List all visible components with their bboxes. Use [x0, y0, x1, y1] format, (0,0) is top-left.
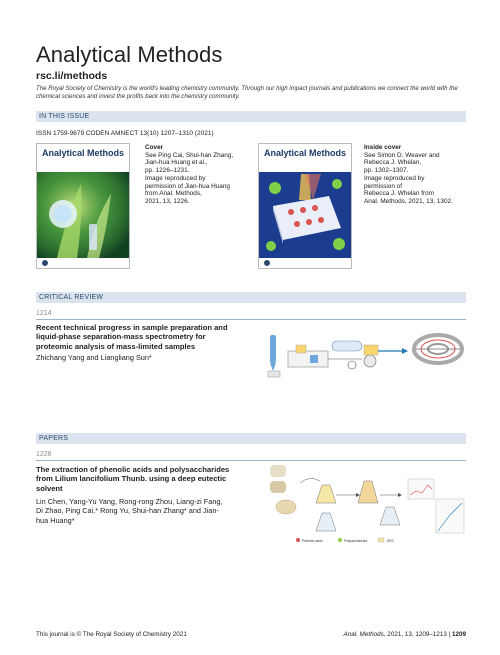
inside-cover-caption [364, 144, 453, 206]
inside-cover-heading: Inside cover [364, 144, 402, 151]
section-header-in-this-issue: IN THIS ISSUE [36, 111, 466, 122]
inside-cover-illustration [259, 144, 351, 268]
footer-journal: Anal. Methods [343, 631, 384, 638]
cover-illustration [37, 144, 129, 268]
cover-line: Rebecca J. Whelan from [364, 190, 434, 198]
cover-line: See Simon D. Weaver and [364, 151, 440, 159]
legend-polysaccharides: Polysaccharides [344, 539, 368, 543]
article-page-number: 1226 [36, 451, 52, 458]
cover-line: Rebecca J. Whelan, [364, 159, 422, 167]
footer-copyright: This journal is © The Royal Society of Chemistry 2021 [36, 631, 187, 638]
graphical-abstract-review [266, 321, 466, 381]
footer-page-number: 1209 [451, 631, 466, 638]
legend-phenolic: Phenolic acids [302, 539, 323, 543]
article-authors [36, 497, 266, 525]
inside-cover-image [258, 143, 352, 269]
cover-title: Analytical Methods [42, 148, 125, 158]
article-title-line: The extraction of phenolic acids and polysaccharides [36, 465, 230, 474]
graphical-abstract-paper [268, 463, 466, 545]
cover-caption [145, 144, 233, 206]
journal-title: Analytical Methods [36, 42, 223, 67]
article-title-line: solvent [36, 483, 63, 493]
cover-image [36, 143, 130, 269]
section-header-critical-review: CRITICAL REVIEW [36, 292, 466, 303]
cover-line: Image reproduced by [145, 174, 206, 182]
divider [36, 319, 466, 320]
cover-line: pp. 1226–1231. [145, 167, 190, 175]
cover-heading: Cover [145, 144, 164, 151]
article-title-line: proteomic analysis of mass-limited samples [36, 341, 196, 351]
article-page-number: 1214 [36, 310, 52, 317]
article-author-line: Lin Chen, Yang-Yu Yang, Rong-rong Zhou, Liang-zi Fang, [36, 497, 223, 506]
cover-line: Jian-hua Huang et al., [145, 159, 208, 167]
footer-citation [344, 631, 466, 638]
journal-url[interactable]: rsc.li/methods [36, 70, 108, 82]
footer-volume: , 2021, 13, 1209–1213 | [383, 631, 452, 638]
article-author-line: Di Zhao, Ping Cai,* Rong Yu, Shui-han Zhang* and Jian- [36, 506, 219, 516]
article-title[interactable] [36, 323, 266, 351]
article-author-line: hua Huang* [36, 515, 75, 525]
article-title-line: from Lilium lancifolium Thunb. using a deep eutectic [36, 474, 227, 484]
cover-line: Anal. Methods, 2021, 13, 1302. [364, 197, 453, 205]
article-author-line: Zhichang Yang and Liangliang Sun* [36, 353, 152, 362]
journal-blurb: The Royal Society of Chemistry is the world's leading chemistry community. Through our high impact journals and publications we connect the world with the chemical sciences and invest the profits back into the chemistry community. [36, 85, 458, 100]
cover-line: pp. 1302–1307. [364, 167, 409, 175]
divider [36, 460, 466, 461]
article-title[interactable] [36, 465, 266, 493]
article-title-line: liquid-phase separation-mass spectrometry for [36, 332, 206, 342]
cover-line: permission of [364, 182, 403, 190]
cover-line: Image reproduced by [364, 174, 425, 182]
cover-line: 2021, 13, 1226. [145, 197, 190, 205]
article-authors [36, 353, 266, 362]
article-title-line: Recent technical progress in sample preparation and [36, 323, 228, 332]
cover-line: permission of Jian-hua Huang [145, 182, 230, 190]
legend-des: DES [387, 539, 394, 543]
cover-line: See Ping Cai, Shui-han Zhang, [145, 151, 234, 159]
section-header-papers: PAPERS [36, 433, 466, 444]
cover-line: from Anal. Methods, [145, 190, 202, 198]
inside-cover-title: Analytical Methods [264, 148, 347, 158]
issue-info: ISSN 1759-9679 CODEN AMNECT 13(10) 1207–1310 (2021) [36, 130, 214, 137]
